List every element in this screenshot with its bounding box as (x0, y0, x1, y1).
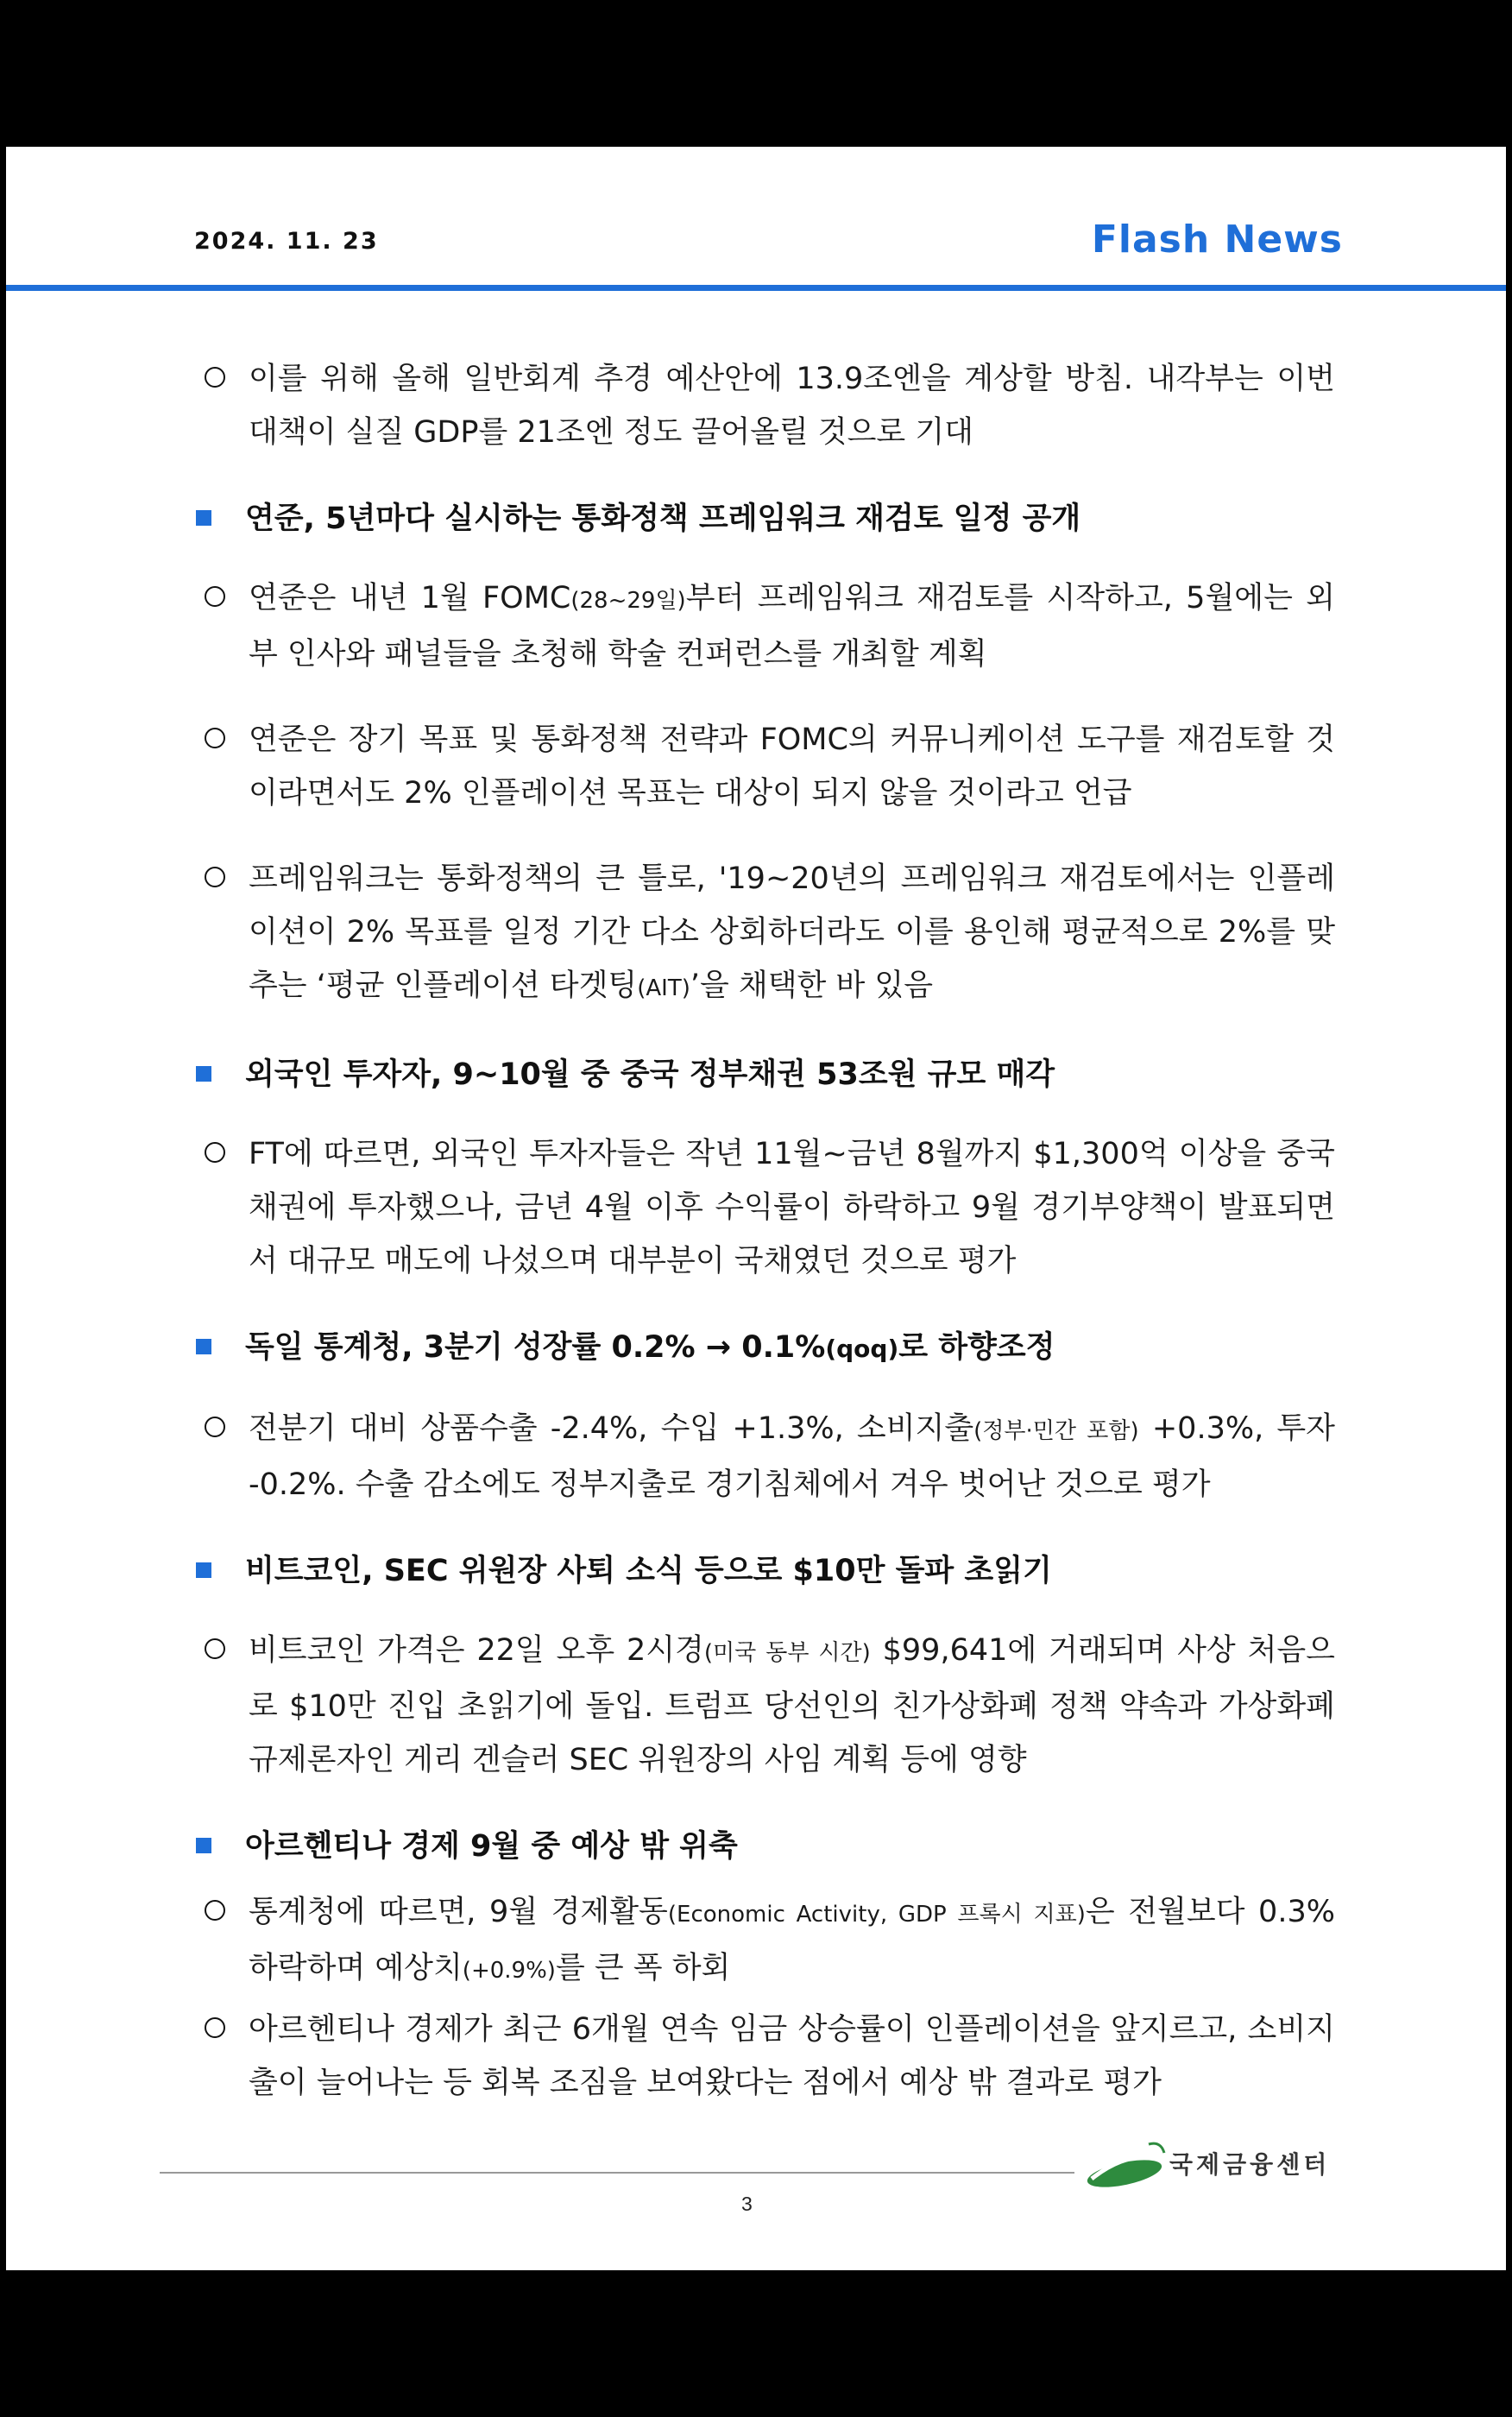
bullet-note: (28~29일) (570, 588, 686, 614)
bullet-text: 통계청에 따르면, 9월 경제활동 (249, 1895, 668, 1929)
square-bullet-icon (196, 1838, 211, 1853)
bullet-fed-review-schedule (205, 571, 1335, 681)
footer-divider (160, 2172, 1074, 2174)
heading-text: 독일 통계청, 3분기 성장률 0.2% → 0.1% (245, 1330, 826, 1365)
organization-name: 국제금융센터 (1169, 2150, 1331, 2179)
circle-bullet-icon (205, 2017, 225, 2038)
bullet-text: 프레임워크는 통화정책의 큰 틀로, '19~20년의 프레임워크 재검토에서는 인플레이션이 2% 목표를 일정 기간 다소 상회하더라도 이를 용인해 평균적으로 2%를 맞추는 ‘평균 인플레이션 타겟팅 (249, 861, 1335, 1003)
bullet-text: +0.3%, 투자 -0.2%. 수출 감소에도 정부지출로 경기침체에서 겨우 벗어난 것으로 평가 (249, 1411, 1335, 1502)
report-date: 2024. 11. 23 (194, 228, 379, 255)
report-title: Flash News (1091, 218, 1343, 262)
bullet-text: FT에 따르면, 외국인 투자자들은 작년 11월~금년 8월까지 $1,300억 이상을 중국 채권에 투자했으나, 금년 4월 이후 수익률이 하락하고 9월 경기부양책이 발표되면서 대규모 매도에 나섰으며 대부분이 국채였던 것으로 평가 (249, 1137, 1335, 1278)
bullet-text: 연준은 내년 1월 FOMC (249, 581, 571, 615)
bullet-text: ’을 채택한 바 있음 (690, 969, 934, 1003)
circle-bullet-icon (205, 867, 225, 887)
section-heading-fed-framework (196, 492, 1335, 546)
bullet-text: 를 큰 폭 하회 (555, 1951, 731, 1985)
report-body (205, 352, 1335, 2110)
bullet-text: 연준은 장기 목표 및 통화정책 전략과 FOMC의 커뮤니케이션 도구를 재검토할 것이라면서도 2% 인플레이션 목표는 대상이 되지 않을 것이라고 언급 (249, 723, 1335, 811)
bullet-text: 이를 위해 올해 일반회계 추경 예산안에 13.9조엔을 계상할 방침. 내각부는 이번 대책이 실질 GDP를 21조엔 정도 끌어올릴 것으로 기대 (249, 362, 1335, 450)
bullet-note: (Economic Activity, GDP 프록시 지표) (667, 1902, 1086, 1928)
bullet-fed-review-scope (205, 713, 1335, 820)
bullet-text: 아르헨티나 경제가 최근 6개월 연속 임금 상승률이 인플레이션을 앞지르고, 소비지출이 늘어나는 등 회복 조짐을 보여왔다는 점에서 예상 밖 결과로 평가 (249, 2012, 1335, 2100)
header-divider (6, 285, 1506, 291)
bullet-text: 비트코인 가격은 22일 오후 2시경 (249, 1633, 704, 1668)
circle-bullet-icon (205, 1417, 225, 1437)
bullet-note: (미국 동부 시간) (703, 1640, 871, 1666)
section-heading-bitcoin (196, 1544, 1335, 1598)
bullet-text: 전분기 대비 상품수출 -2.4%, 수입 +1.3%, 소비지출 (249, 1411, 974, 1446)
section-heading-china-bonds (196, 1048, 1335, 1101)
circle-bullet-icon (205, 367, 225, 388)
bullet-argentina-activity (205, 1885, 1335, 1997)
circle-bullet-icon (205, 1142, 225, 1163)
bullet-note: (정부·민간 포함) (973, 1418, 1139, 1444)
bullet-text: 은 전월보다 0.3% 하락하며 예상치 (249, 1895, 1335, 1985)
square-bullet-icon (196, 1339, 211, 1354)
circle-bullet-icon (205, 1638, 225, 1659)
heading-text: 아르헨티나 경제 9월 중 예상 밖 위축 (245, 1829, 738, 1864)
heading-text: 외국인 투자자, 9~10월 중 중국 정부채권 53조원 규모 매각 (245, 1057, 1055, 1092)
bullet-argentina-outlook (205, 2003, 1335, 2110)
square-bullet-icon (196, 1066, 211, 1082)
bullet-note: (+0.9%) (462, 1958, 556, 1984)
section-heading-argentina (196, 1820, 1335, 1873)
kcif-logo-icon (1074, 2134, 1178, 2203)
bullet-germany-gdp (205, 1402, 1335, 1511)
document-page (6, 147, 1506, 2270)
square-bullet-icon (196, 1562, 211, 1578)
section-heading-germany-gdp (196, 1321, 1335, 1376)
bullet-china-bonds (205, 1127, 1335, 1288)
bullet-bitcoin (205, 1624, 1335, 1787)
page-number: 3 (741, 2193, 753, 2215)
heading-text: 연준, 5년마다 실시하는 통화정책 프레임워크 재검토 일정 공개 (245, 502, 1081, 536)
bullet-text: $99,641에 거래되며 사상 처음으로 $10만 진입 초읽기에 돌입. 트럼프 당선인의 친가상화폐 정책 약속과 가상화폐 규제론자인 게리 겐슬러 SEC 위원장의 사임 계획 등에 영향 (249, 1633, 1335, 1777)
circle-bullet-icon (205, 728, 225, 748)
bullet-text: 부터 프레임워크 재검토를 시작하고, 5월에는 외부 인사와 패널들을 초청해 학술 컨퍼런스를 개최할 계획 (249, 581, 1335, 672)
intro-bullet (205, 352, 1335, 459)
bullet-note: (AIT) (637, 975, 690, 1001)
bullet-fed-ait (205, 852, 1335, 1015)
heading-note: (qoq) (825, 1335, 899, 1363)
square-bullet-icon (196, 510, 211, 526)
heading-text: 로 하향조정 (898, 1330, 1055, 1365)
heading-text: 비트코인, SEC 위원장 사퇴 소식 등으로 $10만 돌파 초읽기 (245, 1554, 1052, 1588)
circle-bullet-icon (205, 586, 225, 607)
circle-bullet-icon (205, 1900, 225, 1921)
